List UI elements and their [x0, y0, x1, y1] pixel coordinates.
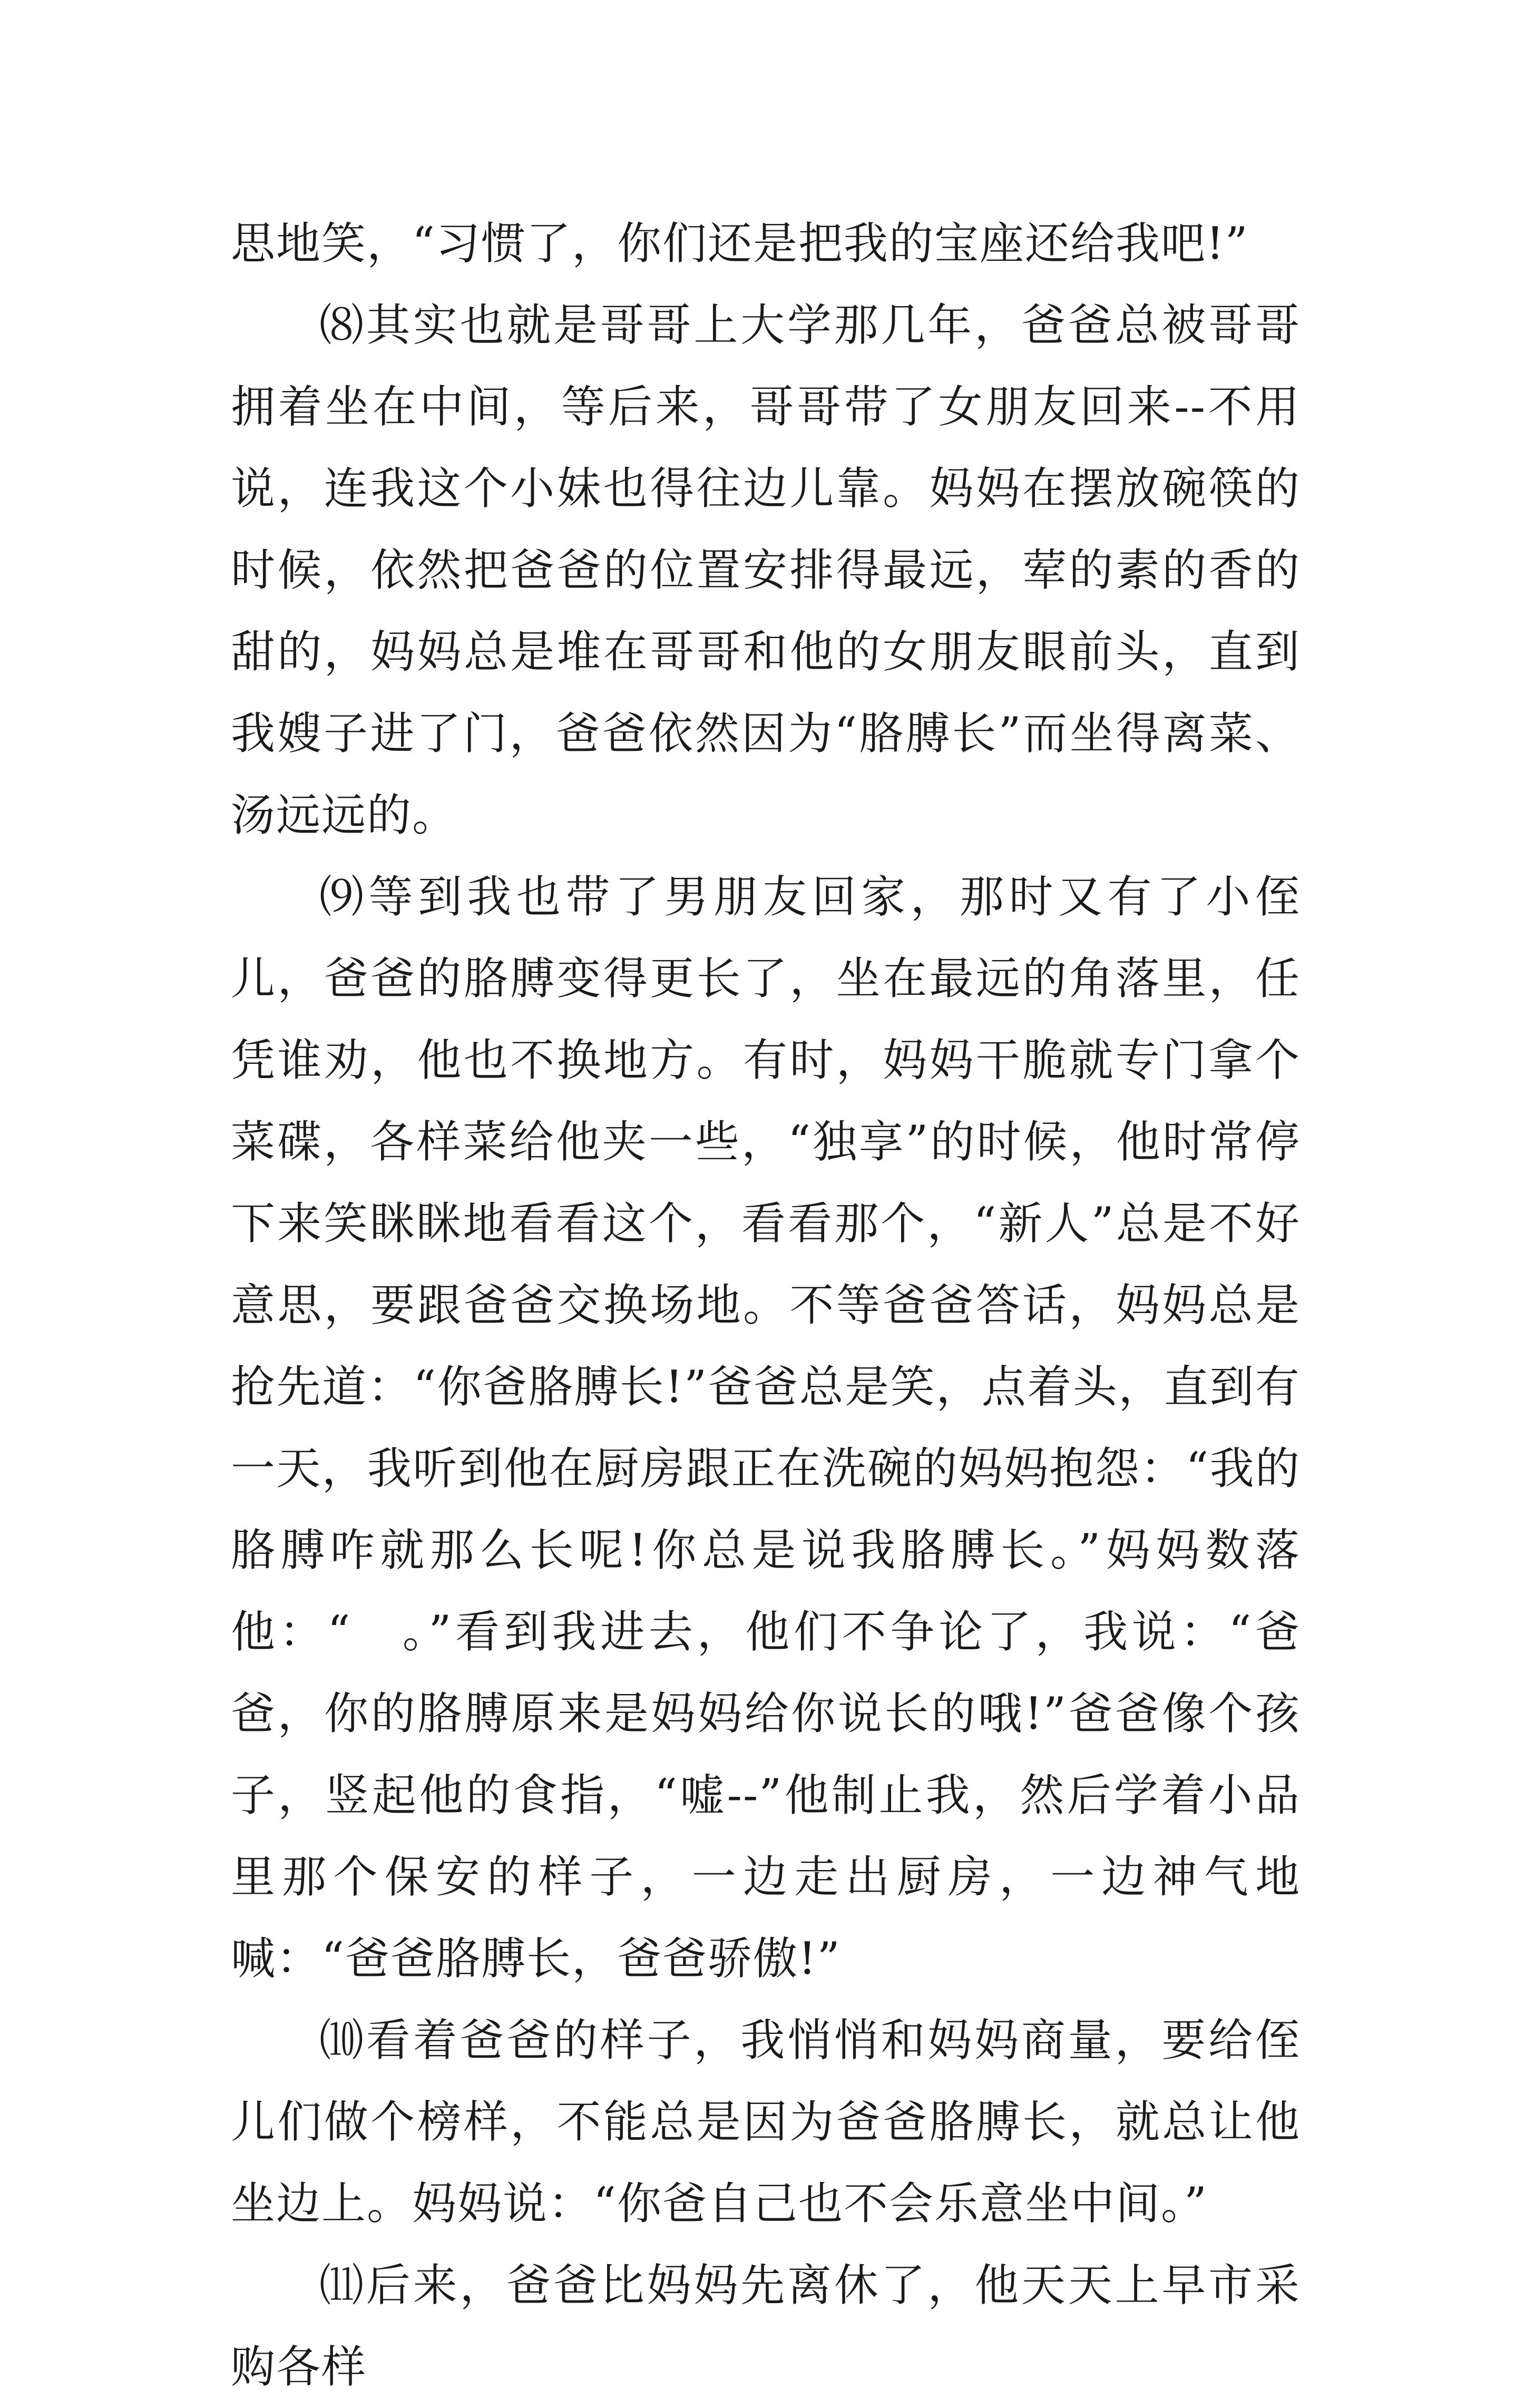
paragraph-7-continuation: 思地笑，“习惯了，你们还是把我的宝座还给我吧!” — [231, 218, 1249, 269]
paragraph-11: ⑾后来，爸爸比妈妈先离休了，他天天上早市采购各样 — [231, 2259, 1301, 2393]
paragraph-8: ⑻其实也就是哥哥上大学那几年，爸爸总被哥哥拥着坐在中间，等后来，哥哥带了女朋友回来--不用说，连我这个小妹也得往边儿靠。妈妈在摆放碗筷的时候，依然把爸爸的位置安排得最远，荤的素的香的甜的，妈妈总是堆在哥哥和他的女朋友眼前头，直到我嫂子进了门，爸爸依然因为“胳膊长”而坐得离菜、汤远远的。 — [231, 299, 1301, 841]
paragraph-10: ⑽看着爸爸的样子，我悄悄和妈妈商量，要给侄儿们做个榜样，不能总是因为爸爸胳膊长，就总让他坐边上。妈妈说：“你爸自己也不会乐意坐中间。” — [231, 2014, 1301, 2229]
paragraph-9: ⑼等到我也带了男朋友回家，那时又有了小侄儿，爸爸的胳膊变得更长了，坐在最远的角落里，任凭谁劝，他也不换地方。有时，妈妈干脆就专门拿个菜碟，各样菜给他夹一些，“独享”的时候，他时常停下来笑眯眯地看看这个，看看那个，“新人”总是不好意思，要跟爸爸交换场地。不等爸爸答话，妈妈总是抢先道：“你爸胳膊长!”爸爸总是笑，点着头，直到有一天，我听到他在厨房跟正在洗碗的妈妈抱怨：“我的胳膊咋就那么长呢!你总是说我胳膊长。”妈妈数落他：“ 。”看到我进去，他们不争论了，我说：“爸爸，你的胳膊原来是妈妈给你说长的哦!”爸爸像个孩子，竖起他的食指，“嘘--”他制止我，然后学着小品里那个保安的样子，一边走出厨房，一边神气地喊：“爸爸胳膊长，爸爸骄傲!” — [231, 871, 1301, 1984]
article-body — [231, 203, 1301, 2408]
